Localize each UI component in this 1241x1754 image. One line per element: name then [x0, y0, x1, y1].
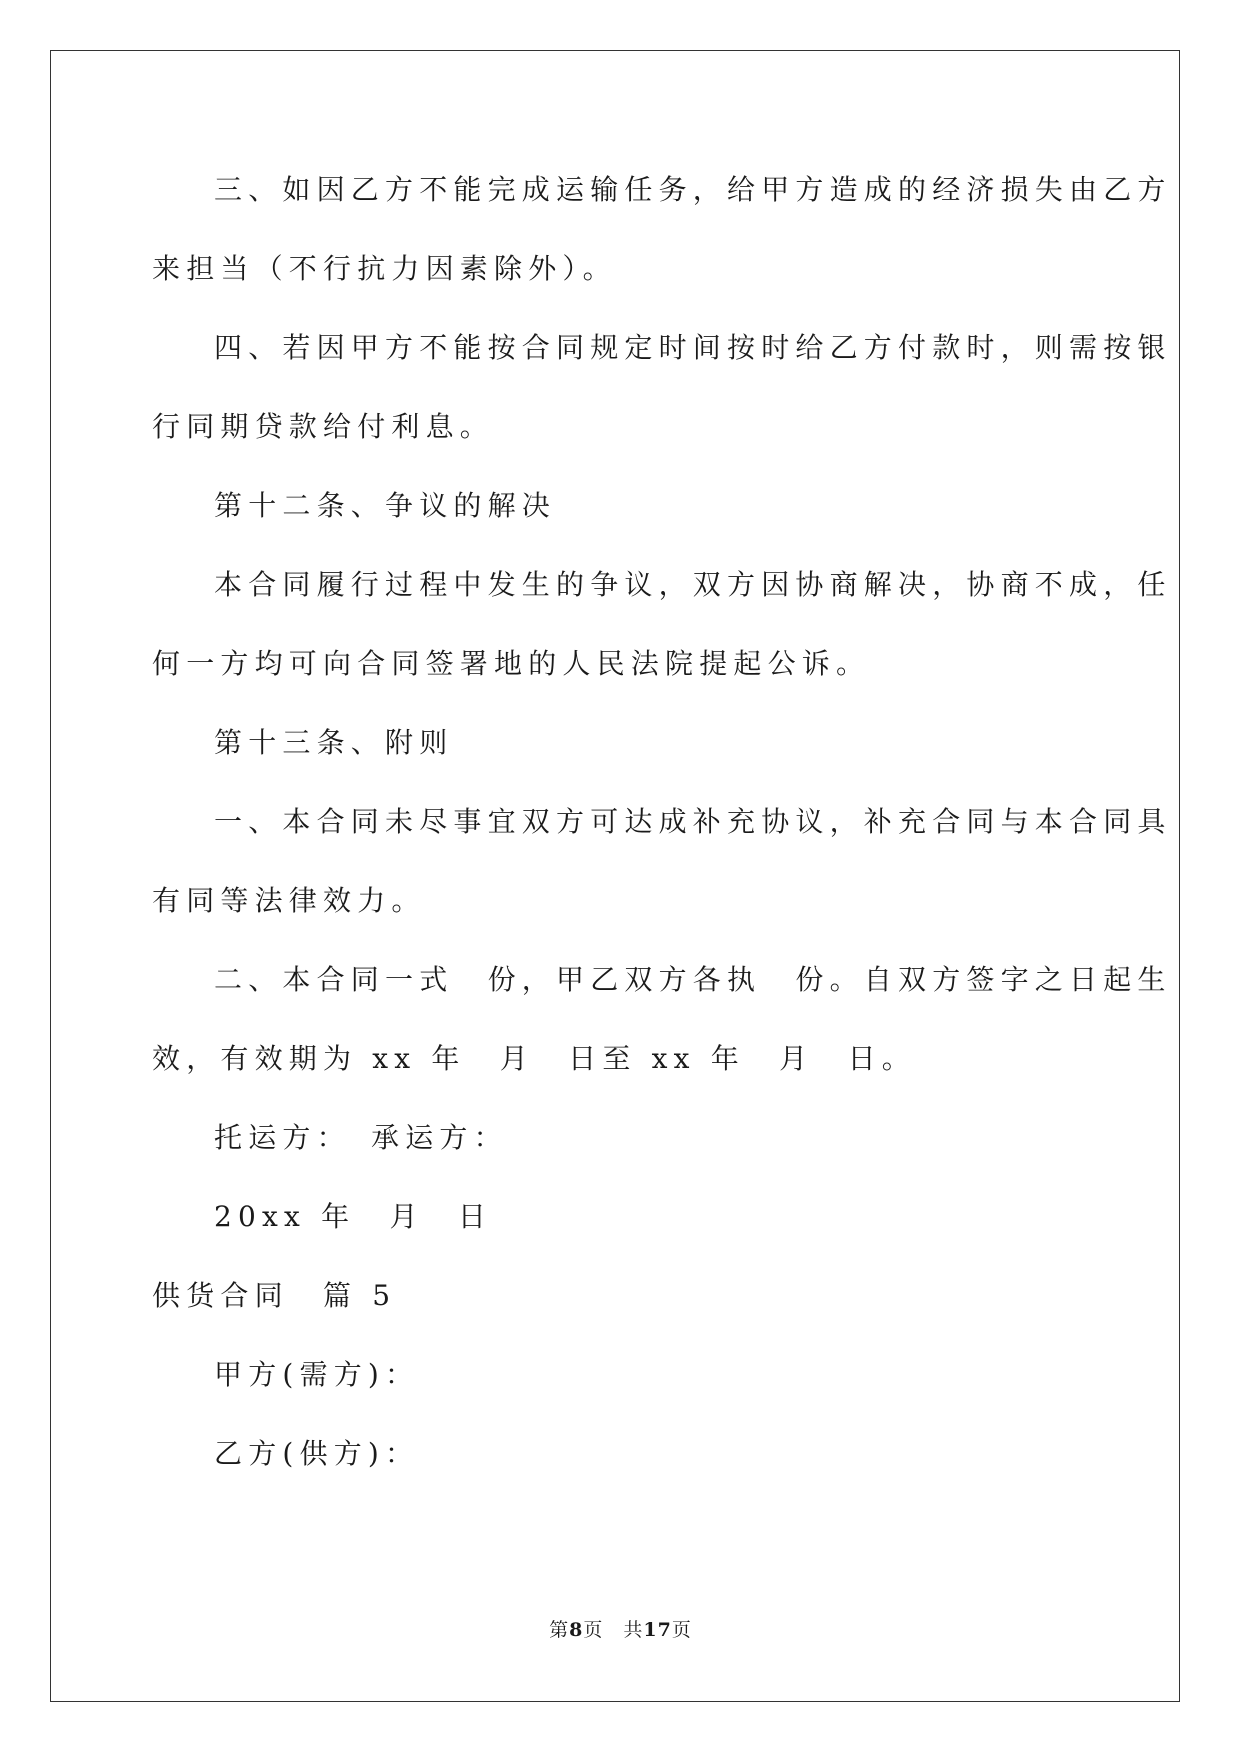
article-13-heading: 第十三条、附则 [214, 726, 454, 759]
contract-5-title: 供货合同 篇 5 [152, 1279, 397, 1312]
footer-mid: 页 共 [583, 1619, 644, 1641]
party-b-label: 乙方(供方)： [214, 1437, 420, 1470]
page-footer [0, 1618, 1241, 1642]
signature-date: 20xx 年 月 日 [214, 1200, 493, 1233]
copies-clause-line-1: 二、本合同一式 份，甲乙双方各执 份。自双方签字之日起生 [214, 963, 1172, 996]
supplement-clause-line-1: 一、本合同未尽事宜双方可达成补充协议，补充合同与本合同具 [214, 805, 1172, 838]
dispute-line-2: 何一方均可向合同签署地的人民法院提起公诉。 [152, 647, 871, 680]
footer-prefix: 第 [549, 1619, 570, 1641]
signature-parties: 托运方： 承运方： [214, 1121, 508, 1154]
party-a-label: 甲方(需方)： [214, 1358, 420, 1391]
footer-suffix: 页 [671, 1619, 692, 1641]
copies-clause-line-2: 效，有效期为 xx 年 月 日至 xx 年 月 日。 [152, 1042, 916, 1075]
clause-3-line-2: 来担当（不行抗力因素除外）。 [152, 252, 617, 285]
clause-3-line-1: 三、如因乙方不能完成运输任务，给甲方造成的经济损失由乙方 [214, 173, 1172, 206]
current-page-number: 8 [569, 1619, 584, 1641]
article-12-heading: 第十二条、争议的解决 [214, 489, 557, 522]
dispute-line-1: 本合同履行过程中发生的争议，双方因协商解决，协商不成，任 [214, 568, 1172, 601]
supplement-clause-line-2: 有同等法律效力。 [152, 884, 426, 917]
clause-4-line-2: 行同期贷款给付利息。 [152, 410, 495, 443]
clause-4-line-1: 四、若因甲方不能按合同规定时间按时给乙方付款时，则需按银 [214, 331, 1172, 364]
total-page-number: 17 [643, 1619, 672, 1641]
